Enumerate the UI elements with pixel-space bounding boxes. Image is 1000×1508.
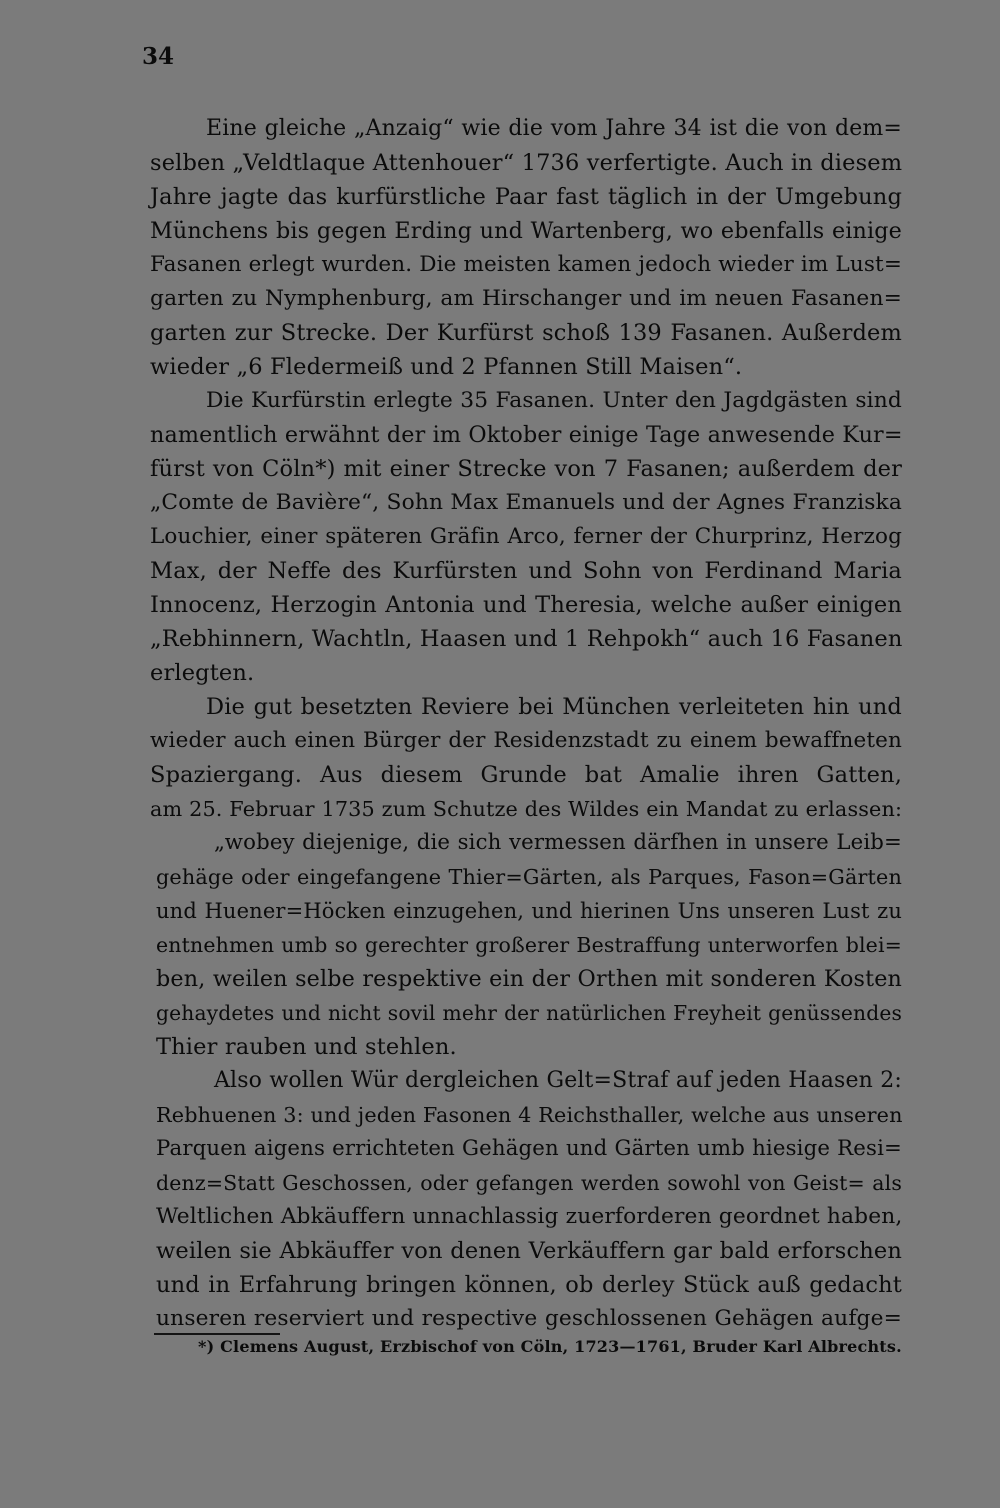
text-line: und in Erfahrung bringen können, ob derley Stück auß gedacht [156,1272,902,1298]
footnote: *) Clemens August, Erzbischof von Cöln, 1723—1761, Bruder Karl Albrechts. [198,1337,902,1356]
text-line: unseren reserviert und respective geschlossenen Gehägen aufge= [156,1306,902,1331]
text-line: Die gut besetzten Reviere bei München verleiteten hin und [206,694,902,720]
text-line: Max, der Neffe des Kurfürsten und Sohn von Ferdinand Maria [150,558,902,584]
text-line: ben, weilen selbe respektive ein der Orthen mit sonderen Kosten [156,966,902,992]
text-line: Innocenz, Herzogin Antonia und Theresia, welche außer einigen [150,592,902,618]
text-line: und Huener=Höcken einzugehen, und hierinen Uns unseren Lust zu [156,899,902,923]
text-line: wieder auch einen Bürger der Residenzstadt zu einem bewaffneten [150,728,902,753]
text-line: „Rebhinnern, Wachtln, Haasen und 1 Rehpokh“ auch 16 Fasanen [150,626,903,652]
text-line: Jahre jagte das kurfürstliche Paar fast täglich in der Umgebung [150,184,902,210]
text-line: Die Kurfürstin erlegte 35 Fasanen. Unter den Jagdgästen sind [206,388,902,413]
text-line: weilen sie Abkäuffer von denen Verkäuffern gar bald erforschen [156,1238,902,1264]
text-line: „Comte de Bavière“, Sohn Max Emanuels und der Agnes Franziska [150,490,902,515]
text-line: Louchier, einer späteren Gräfin Arco, ferner der Churprinz, Herzog [150,524,902,549]
text-line: Spaziergang. Aus diesem Grunde bat Amalie ihren Gatten, [150,762,902,788]
text-line: Münchens bis gegen Erding und Wartenberg, wo ebenfalls einige [150,218,902,244]
text-line: denz=Statt Geschossen, oder gefangen werden sowohl von Geist= als [156,1171,902,1195]
text-line: gehäge oder eingefangene Thier=Gärten, als Parques, Fason=Gärten [156,865,902,889]
text-line: „wobey diejenige, die sich vermessen därfhen in unsere Leib= [214,830,902,855]
text-line: Fasanen erlegt wurden. Die meisten kamen jedoch wieder im Lust= [150,252,902,277]
text-line: namentlich erwähnt der im Oktober einige Tage anwesende Kur= [150,422,903,448]
text-line: Rebhuenen 3: und jeden Fasonen 4 Reichsthaller, welche aus unseren [156,1103,903,1127]
text-line: garten zur Strecke. Der Kurfürst schoß 139 Fasanen. Außerdem [150,320,902,346]
text-line: erlegten. [150,660,255,686]
text-line: wieder „6 Fledermeiß und 2 Pfannen Still Maisen“. [150,354,743,380]
text-line: Eine gleiche „Anzaig“ wie die vom Jahre 34 ist die von dem= [206,116,902,141]
page-number: 34 [142,43,175,70]
text-line: gehaydetes und nicht sovil mehr der natürlichen Freyheit genüssendes [156,1001,902,1025]
text-line: Thier rauben und stehlen. [156,1034,457,1060]
text-line: entnehmen umb so gerechter großerer Bestraffung unterworfen blei= [156,933,902,957]
text-line: fürst von Cöln*) mit einer Strecke von 7 Fasanen; außerdem der [150,456,902,482]
text-line: Also wollen Wür dergleichen Gelt=Straf auf jeden Haasen 2: [214,1068,902,1093]
text-line: Weltlichen Abkäuffern unnachlassig zuerforderen geordnet haben, [156,1204,903,1229]
text-line: am 25. Februar 1735 zum Schutze des Wildes ein Mandat zu erlassen: [150,797,903,821]
text-line: Parquen aigens errichteten Gehägen und Gärten umb hiesige Resi= [156,1136,902,1161]
text-line: garten zu Nymphenburg, am Hirschanger und im neuen Fasanen= [150,286,902,311]
text-line: selben „Veldtlaque Attenhouer“ 1736 verfertigte. Auch in diesem [150,150,903,176]
